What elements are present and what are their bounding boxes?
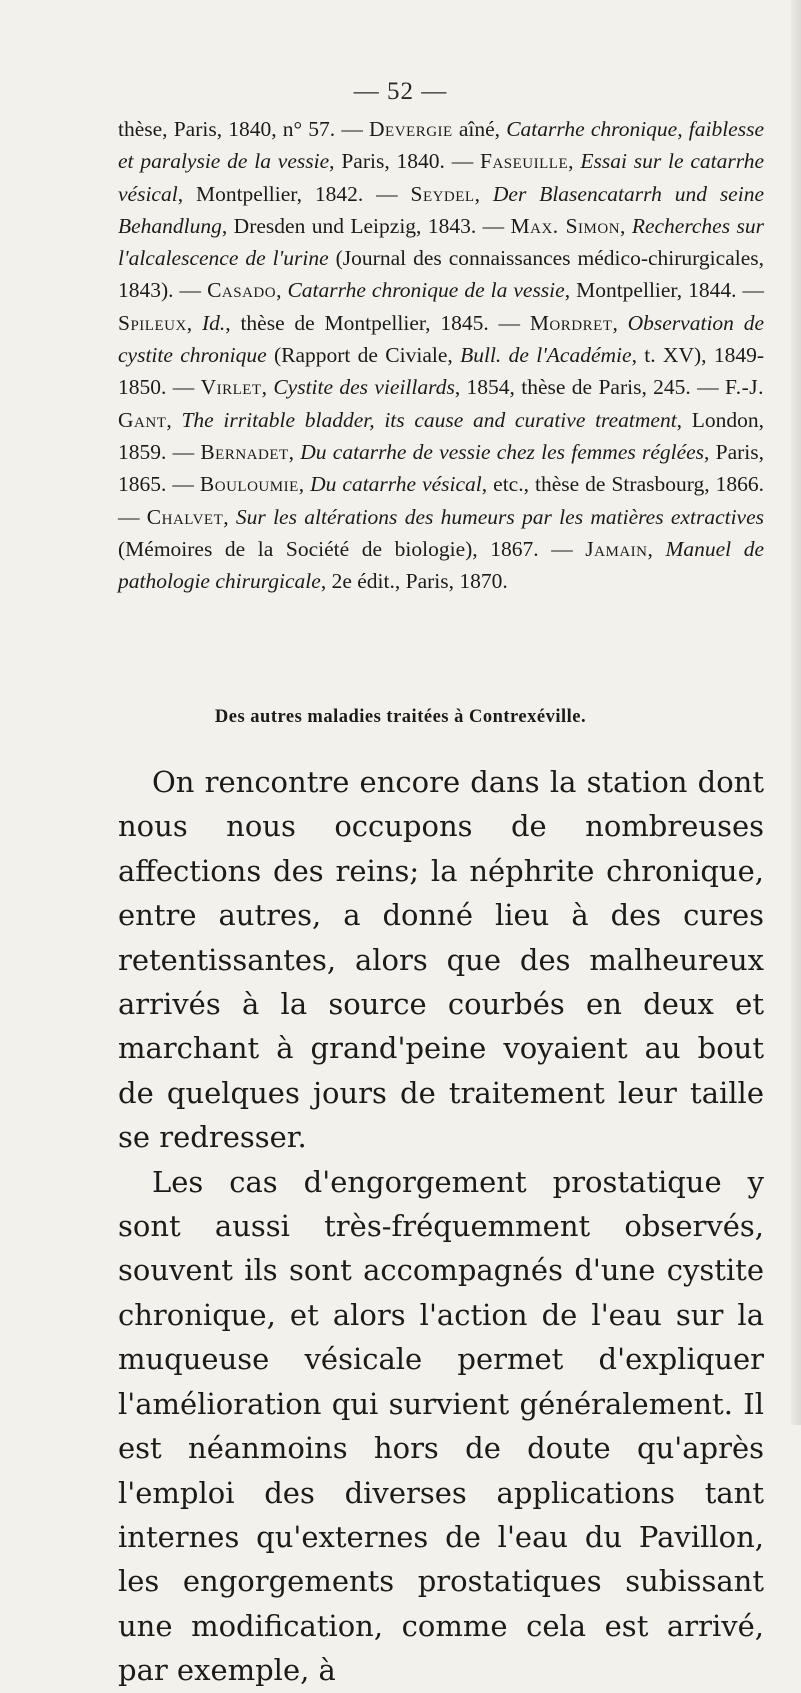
reference-text: ,: [298, 472, 311, 497]
reference-text: , Paris, 1840. —: [329, 149, 481, 174]
reference-text: , Montpellier, 1844. —: [564, 278, 765, 303]
reference-text: , Paris, 1865. —: [118, 439, 765, 497]
reference-title: Recherches sur l'alcalescence de l'urine: [118, 213, 764, 271]
reference-text: , London, 1859. —: [118, 407, 765, 464]
reference-text: , 1854, thèse de Paris, 245. —: [454, 375, 725, 400]
section-heading: Des autres maladies traitées à Contrexéville.: [214, 707, 587, 727]
reference-text: ,: [166, 407, 182, 432]
reference-text: aîné,: [452, 117, 507, 141]
reference-title: Manuel de pathologie chirurgicale: [118, 536, 765, 594]
reference-author: Virlet: [200, 375, 262, 400]
reference-title: Du catarrhe de vessie chez les femmes réglées: [300, 439, 705, 464]
reference-title: Id.: [201, 310, 226, 335]
page-number: — 52 —: [353, 78, 448, 105]
reference-author: Bouloumie: [199, 472, 299, 497]
reference-title: Bull. de l'Académie: [460, 343, 632, 368]
reference-author: Seydel: [410, 181, 475, 206]
reference-author: F.-J. Gant: [118, 375, 765, 432]
reference-text: , etc., thèse de Strasbourg, 1866. —: [118, 472, 765, 529]
reference-title: The irritable bladder, its cause and curative treatment: [181, 407, 677, 432]
reference-author: Bernadet: [200, 439, 289, 464]
reference-text: (Journal des connaissances médico-chirurgicales, 1843). —: [118, 246, 764, 303]
reference-author: Chalvet: [146, 504, 224, 529]
reference-text: ,: [186, 310, 202, 335]
reference-title: Cystite des vieillards: [273, 375, 455, 400]
reference-text: , Montpellier, 1842. —: [177, 181, 411, 206]
reference-title: Du catarrhe vésical: [310, 472, 482, 497]
reference-author: Max. Simon: [510, 213, 621, 238]
reference-text: ,: [612, 310, 628, 335]
body-text: [118, 760, 764, 1693]
bibliography-references: [118, 113, 764, 597]
reference-text: ,: [474, 181, 493, 206]
reference-author: Spileux: [118, 310, 187, 335]
reference-text: ,: [288, 439, 301, 464]
reference-author: Mordret: [529, 310, 613, 335]
reference-text: , t. XV), 1849-1850. —: [118, 343, 764, 400]
reference-text: , Dresden und Leipzig, 1843. —: [221, 213, 511, 238]
body-paragraph: On rencontre encore dans la station dont nous nous occupons de nombreuses affections des reins; la néphrite chronique, entre autres, a donné lieu à des cures retentissantes, alors que des malheureux arrivés à la source courbés en deux et marchant à grand'peine voyaient au bout de quelques jours de traitement leur taille se redresser.: [118, 765, 764, 1155]
reference-title: Sur les altérations des humeurs par les matières extractives: [235, 504, 765, 529]
reference-title: Catarrhe chronique, faiblesse et paralysie de la vessie: [118, 117, 764, 174]
reference-text: , thèse de Montpellier, 1845. —: [225, 310, 530, 335]
reference-title: Catarrhe chronique de la vessie: [287, 278, 565, 303]
reference-text: ,: [223, 504, 236, 529]
reference-author: Jamain: [585, 536, 648, 561]
reference-text: ,: [620, 213, 632, 238]
reference-text: ,: [261, 375, 274, 400]
reference-title: Essai sur le catarrhe vésical: [118, 149, 765, 206]
reference-text: ,: [276, 278, 288, 303]
reference-title: Der Blasencatarrh und seine Behandlung: [118, 181, 764, 238]
reference-text: thèse, Paris, 1840, n° 57. —: [118, 117, 370, 141]
reference-text: (Mémoires de la Société de biologie), 1867. —: [118, 536, 586, 561]
reference-text: ,: [568, 149, 581, 174]
reference-text: ,: [647, 536, 666, 561]
reference-author: Devergie: [369, 117, 453, 141]
body-paragraph: Les cas d'engorgement prostatique y sont aussi très-fréquemment observés, souvent ils sont accompagnés d'une cystite chronique, et alors l'action de l'eau sur la muqueuse vésicale permet d'expliquer l'amélioration qui survient généralement. Il est néanmoins hors de doute qu'après l'emploi des diverses applications tant internes qu'externes de l'eau du Pavillon, les engorgements prostatiques subissant une modification, comme cela est arrivé, par exemple, à: [118, 1164, 764, 1688]
reference-text: (Rapport de Civiale,: [266, 343, 461, 368]
reference-title: Observation de cystite chronique: [118, 310, 765, 368]
bibliography-paragraph: [118, 113, 764, 597]
reference-author: Casado: [207, 278, 277, 303]
reference-author: Faseuille: [480, 149, 569, 174]
reference-text: , 2e édit., Paris, 1870.: [320, 569, 508, 594]
